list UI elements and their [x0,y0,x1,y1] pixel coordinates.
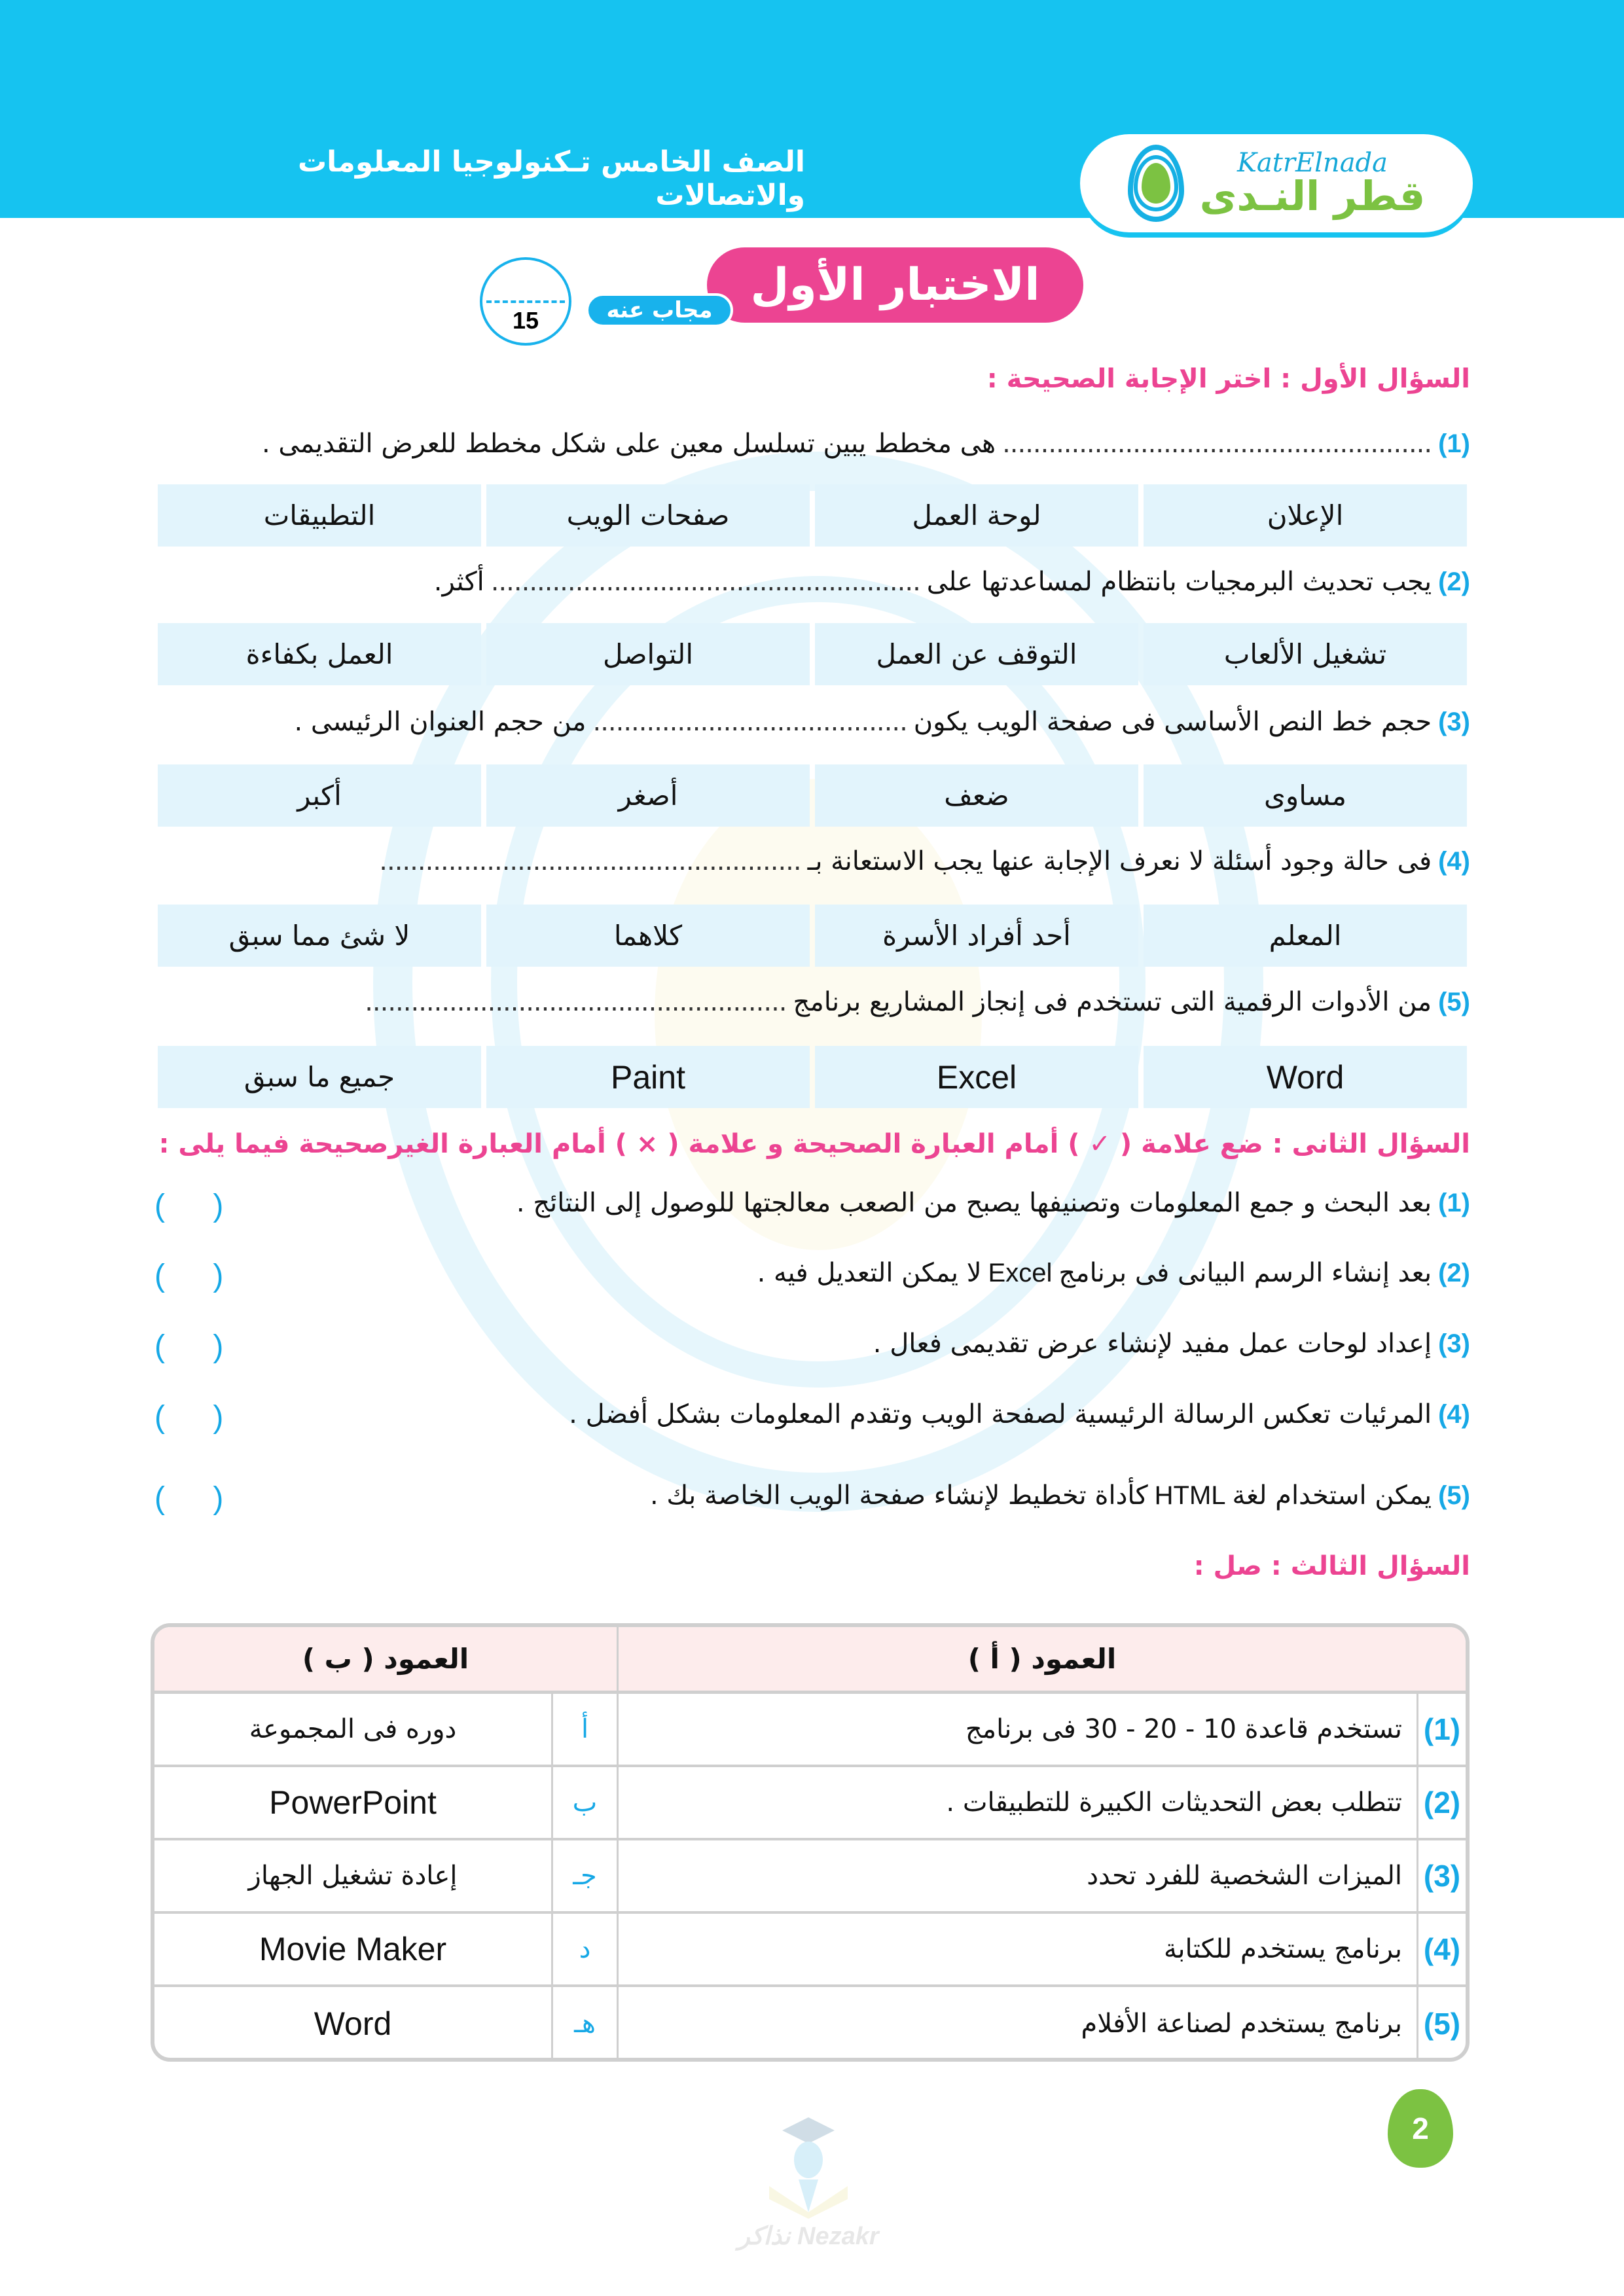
statement-text: يمكن استخدام لغة [1232,1480,1432,1511]
answer-box[interactable]: ( ) [154,1259,244,1293]
statement-text: المرئيات تعكس الرسالة الرئيسية لصفحة الويب وتقدم المعلومات بشكل أفضل . [569,1399,1432,1429]
question-text: من الأدوات الرقمية التى تستخدم فى إنجاز المشاريع برنامج [793,987,1432,1017]
column-b-item[interactable]: PowerPoint [269,1784,437,1821]
option[interactable]: تشغيل الألعاب [1144,623,1467,685]
column-b-item[interactable]: Movie Maker [259,1931,447,1967]
mcq-options-3 [158,764,1467,827]
water-drop-icon [1128,145,1184,222]
option[interactable]: الإعلان [1144,484,1467,547]
option[interactable]: Excel [815,1046,1138,1108]
option[interactable]: المعلم [1144,905,1467,967]
statement-number: (3) [1438,1329,1470,1358]
nezakr-watermark-logo [723,2114,893,2271]
tf-statement-3 [154,1329,1470,1364]
score-circle [480,257,571,346]
exam-title: الاختبار الأول [707,247,1083,323]
row-letter: د [551,1914,617,1984]
option[interactable]: العمل بكفاءة [158,623,481,685]
question-number: (1) [1438,429,1470,458]
logo-arabic-text: قطر النـدى [1199,172,1426,220]
option[interactable]: جميع ما سبق [158,1046,481,1108]
row-letter: جـ [551,1840,617,1911]
column-a-item[interactable]: برنامج يستخدم لصناعة الأفلام [617,1987,1416,2060]
statement-text-end: كأداة تخطيط لإنشاء صفحة الويب الخاصة بك . [649,1480,1148,1511]
option[interactable]: مساوى [1144,764,1467,827]
row-letter: أ [551,1694,617,1765]
column-a-item[interactable]: برنامج يستخدم للكتابة [617,1914,1416,1984]
row-letter: هـ [551,1987,617,2060]
tf-statement-1 [154,1188,1470,1223]
score-divider [486,300,565,303]
row-number: (2) [1416,1767,1466,1838]
column-a-item[interactable]: تستخدم قاعدة 10 - 20 - 30 فى برنامج [617,1694,1416,1765]
statement-text: إعداد لوحات عمل مفيد لإنشاء عرض تقديمى فعال . [873,1329,1432,1359]
statement-text-end: لا يمكن التعديل فيه . [757,1258,982,1288]
answer-box[interactable]: ( ) [154,1400,244,1435]
row-number: (3) [1416,1840,1466,1911]
option[interactable]: Word [1144,1046,1467,1108]
option[interactable]: أصغر [486,764,810,827]
statement-keyword: HTML [1154,1481,1226,1510]
mcq-options-4 [158,905,1467,967]
section1-heading: السؤال الأول : اختر الإجابة الصحيحة : [986,364,1470,394]
question-number: (2) [1438,567,1470,596]
matching-row [154,1840,1466,1914]
question-number: (4) [1438,847,1470,876]
question-text: حجم خط النص الأساسى فى صفحة الويب يكون [913,707,1432,737]
matching-table-header [154,1627,1466,1694]
mcq-options-5 [158,1046,1467,1108]
matching-table [151,1623,1470,2062]
row-number: (1) [1416,1694,1466,1765]
row-number: (4) [1416,1914,1466,1984]
matching-row [154,1694,1466,1767]
mcq-question-5 [154,987,1470,1017]
statement-number: (1) [1438,1189,1470,1217]
option[interactable]: Paint [486,1046,810,1108]
matching-row [154,1914,1466,1987]
page-number: 2 [1388,2089,1453,2168]
question-text: يجب تحديث البرمجيات بانتظام لمساعدتها على [926,567,1432,597]
statement-number: (5) [1438,1481,1470,1510]
column-b-header: العمود ( ب ) [302,1643,469,1675]
statement-text: بعد البحث و جمع المعلومات وتصنيفها يصبح من الصعب معالجتها للوصول إلى النتائج . [516,1188,1432,1218]
option[interactable]: أحد أفراد الأسرة [815,905,1138,967]
column-a-header: العمود ( أ ) [617,1627,1466,1691]
section3-heading: السؤال الثالث : صل : [1193,1551,1470,1581]
logo-latin-text: KatrElnada [1237,148,1388,178]
statement-number: (2) [1438,1259,1470,1287]
answer-box[interactable]: ( ) [154,1329,244,1364]
brand-logo [1080,134,1473,232]
answer-blank[interactable]: ........................................................ [490,567,920,597]
answer-box[interactable]: ( ) [154,1189,244,1223]
mcq-options-2 [158,623,1467,685]
matching-row [154,1987,1466,2060]
option[interactable]: لوحة العمل [815,484,1138,547]
question-text-end: من حجم العنوان الرئيسى . [294,707,586,737]
graduate-book-icon [769,2114,848,2219]
statement-number: (4) [1438,1400,1470,1429]
nezakr-text: Nezakr نذاكر [738,2223,879,2250]
question-number: (3) [1438,708,1470,736]
tf-statement-4 [154,1399,1470,1435]
option[interactable]: أكبر [158,764,481,827]
question-text-end: أكثر. [433,567,484,597]
answer-blank[interactable]: ....................................................... [365,987,787,1017]
option[interactable]: التطبيقات [158,484,481,547]
matching-row [154,1767,1466,1840]
statement-keyword: Excel [988,1259,1053,1287]
option[interactable]: التواصل [486,623,810,685]
row-letter: ب [551,1767,617,1838]
mcq-question-2 [154,567,1470,597]
tf-statement-5 [154,1480,1470,1516]
mcq-options-1 [158,484,1467,547]
logo-wordmark [1199,148,1426,220]
column-b-item[interactable]: إعادة تشغيل الجهاز [248,1861,458,1891]
section2-heading: السؤال الثانى : ضع علامة ( ✓ ) أمام العبارة الصحيحة و علامة ( × ) أمام العبارة الغيرصحيحة فيما يلى : [158,1129,1470,1159]
mcq-question-3 [154,707,1470,737]
option[interactable]: كلاهما [486,905,810,967]
question-text: فى حالة وجود أسئلة لا نعرف الإجابة عنها يجب الاستعانة بـ [807,846,1432,876]
answer-box[interactable]: ( ) [154,1481,244,1516]
subject-title: الصف الخامس تـكنولوجيا المعلومات والاتصالات [297,145,805,212]
score-total: 15 [512,307,539,334]
statement-text: بعد إنشاء الرسم البيانى فى برنامج [1058,1258,1432,1288]
answer-blank[interactable]: ....................................................... [379,846,801,876]
option[interactable]: ضعف [815,764,1138,827]
row-number: (5) [1416,1987,1466,2060]
answered-badge: مجاب عنه [586,293,733,327]
column-a-item[interactable]: تتطلب بعض التحديثات الكبيرة للتطبيقات . [617,1767,1416,1838]
tf-statement-2 [154,1258,1470,1293]
mcq-question-4 [154,846,1470,876]
question-number: (5) [1438,988,1470,1016]
column-a-item[interactable]: الميزات الشخصية للفرد تحدد [617,1840,1416,1911]
column-b-item[interactable]: دوره فى المجموعة [249,1714,457,1744]
option[interactable]: لا شئ مما سبق [158,905,481,967]
answer-blank[interactable]: ......................................... [592,707,907,737]
option[interactable]: صفحات الويب [486,484,810,547]
mcq-question-1 [154,429,1470,459]
answer-blank[interactable]: ........................................................ [1002,429,1432,459]
option[interactable]: التوقف عن العمل [815,623,1138,685]
column-b-item[interactable]: Word [314,2005,392,2042]
question-text: هى مخطط يبين تسلسل معين على شكل مخطط للعرض التقديمى . [262,429,996,459]
